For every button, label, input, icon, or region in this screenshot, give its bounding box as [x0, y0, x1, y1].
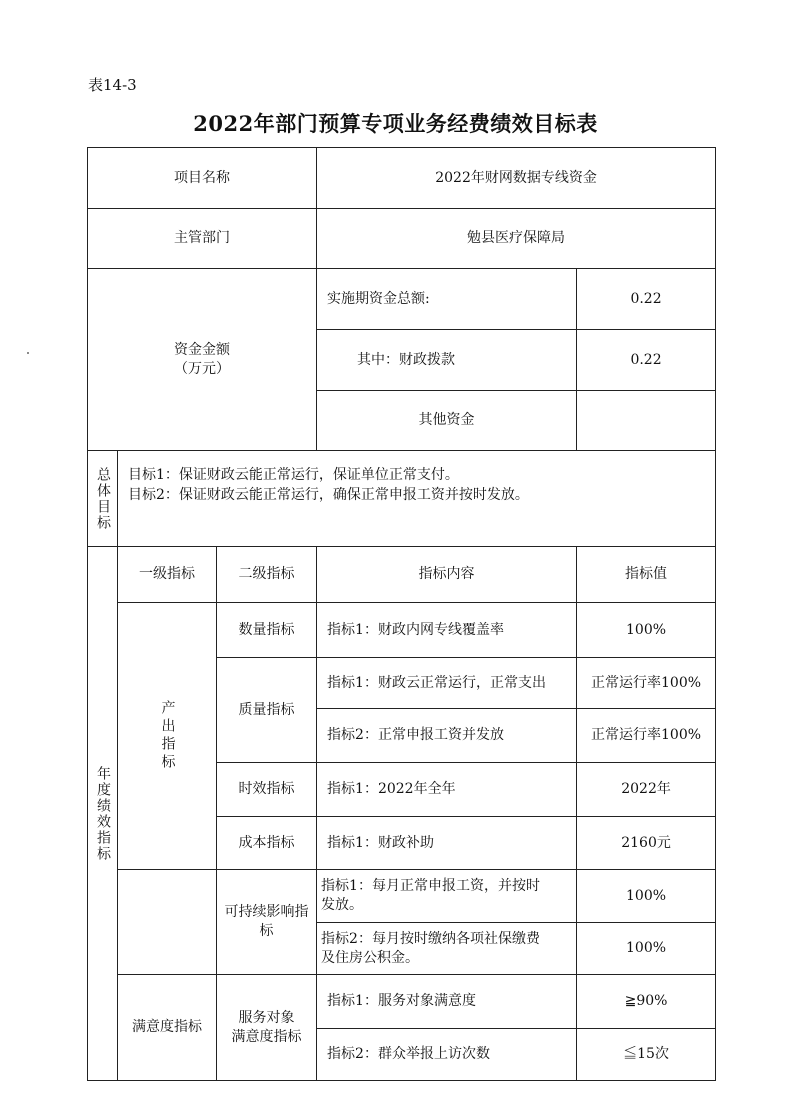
- row-satisfaction-1: [88, 975, 716, 1029]
- overall-goal-1: 目标1：保证财政云能正常运行，保证单位正常支付。: [128, 467, 459, 483]
- overall-goals-label: 总体目标: [94, 466, 111, 531]
- timeliness-label: 时效指标: [217, 763, 317, 817]
- overall-goal-2: 目标2：保证财政云能正常运行，确保正常申报工资并按时发放。: [128, 487, 529, 504]
- scan-dot: [27, 352, 29, 354]
- sustain-content-1-line2: 发放。: [321, 897, 364, 913]
- satisfaction-sub-label-cell: [217, 975, 317, 1081]
- quality-content-2: 指标2：正常申报工资并发放: [317, 709, 577, 763]
- row-quantity: [88, 603, 716, 658]
- satisfaction-value-2: ≦15次: [577, 1029, 716, 1081]
- row-overall-goals: [88, 451, 716, 547]
- output-label: 产出指标: [159, 700, 176, 772]
- row-sustain-1: [88, 870, 716, 923]
- funds-label: 资金金额: [174, 341, 231, 358]
- quality-value-1: 正常运行率100%: [577, 658, 716, 709]
- department-value: 勉县医疗保障局: [317, 209, 716, 269]
- satisfaction-value-1: ≧90%: [577, 975, 716, 1029]
- row-project-name: [88, 148, 716, 209]
- funds-other-label: 其他资金: [317, 391, 577, 451]
- document-code: 表14-3: [88, 76, 137, 94]
- performance-table: [87, 147, 716, 1081]
- sustain-content-2: [317, 923, 577, 975]
- sustain-content-1-line1: 指标1：每月正常申报工资，并按时: [321, 878, 540, 895]
- quantity-value: 100%: [577, 603, 716, 658]
- funds-fiscal-value: 0.22: [577, 330, 716, 391]
- sustain-value-1: 100%: [577, 870, 716, 923]
- satisfaction-label: 满意度指标: [118, 975, 217, 1081]
- annual-label-cell: [88, 547, 118, 1081]
- output-label-cell: [118, 603, 217, 870]
- overall-goals-content: [118, 451, 716, 547]
- department-label: 主管部门: [88, 209, 317, 269]
- cost-content: 指标1：财政补助: [317, 817, 577, 870]
- sustain-label: 可持续影响指标: [224, 904, 309, 939]
- sustain-content-2-line1: 指标2：每月按时缴纳各项社保缴费: [321, 930, 540, 947]
- funds-other-value: [577, 391, 716, 451]
- page-title: 2022年部门预算专项业务经费绩效目标表: [193, 111, 598, 136]
- sustain-content-2-line2: 及住房公积金。: [321, 949, 420, 966]
- quantity-content: 指标1：财政内网专线覆盖率: [317, 603, 577, 658]
- sustain-content-1: [317, 870, 577, 923]
- quantity-label: 数量指标: [217, 603, 317, 658]
- sustain-level1-cell: [118, 870, 217, 975]
- row-funds-total: [88, 269, 716, 330]
- header-level2: 二级指标: [217, 547, 317, 603]
- timeliness-value: 2022年: [577, 763, 716, 817]
- funds-total-value: 0.22: [577, 269, 716, 330]
- cost-value: 2160元: [577, 817, 716, 870]
- cost-label: 成本指标: [217, 817, 317, 870]
- quality-value-2: 正常运行率100%: [577, 709, 716, 763]
- timeliness-content: 指标1：2022年全年: [317, 763, 577, 817]
- satisfaction-sub-label-line1: 服务对象: [238, 1009, 295, 1026]
- header-value: 指标值: [577, 547, 716, 603]
- satisfaction-content-1: 指标1：服务对象满意度: [317, 975, 577, 1029]
- quality-content-1: 指标1：财政云正常运行，正常支出: [317, 658, 577, 709]
- funds-unit: （万元）: [174, 360, 231, 377]
- row-department: [88, 209, 716, 269]
- overall-goals-label-cell: [88, 451, 118, 547]
- quality-label: 质量指标: [217, 658, 317, 763]
- satisfaction-content-2: 指标2：群众举报上访次数: [317, 1029, 577, 1081]
- header-content: 指标内容: [317, 547, 577, 603]
- satisfaction-sub-label-line2: 满意度指标: [231, 1028, 302, 1045]
- row-indicator-headers: [88, 547, 716, 603]
- funds-total-label: 实施期资金总额:: [317, 269, 577, 330]
- header-level1: 一级指标: [118, 547, 217, 603]
- funds-fiscal-label: 其中：财政拨款: [317, 330, 577, 391]
- annual-label: 年度绩效指标: [94, 765, 111, 862]
- sustain-value-2: 100%: [577, 923, 716, 975]
- project-name-label: 项目名称: [88, 148, 317, 209]
- funds-label-cell: [88, 269, 317, 451]
- sustain-label-cell: [217, 870, 317, 975]
- project-name-value: 2022年财网数据专线资金: [317, 148, 716, 209]
